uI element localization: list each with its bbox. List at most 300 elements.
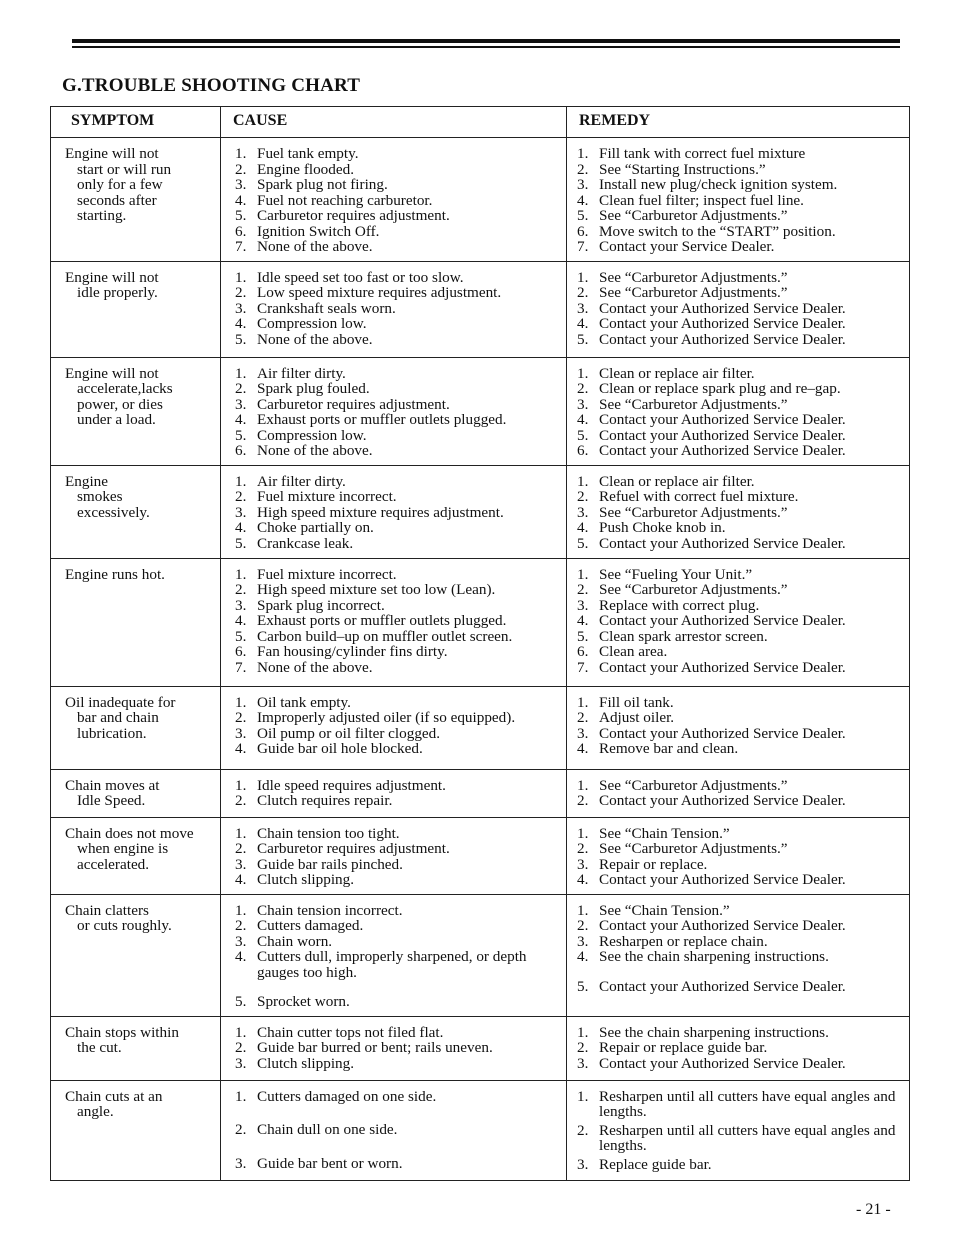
symptom-text: Chain cuts at an angle.: [65, 1087, 163, 1120]
table-row: [51, 465, 910, 558]
remedy-item: [577, 741, 905, 757]
remedy-item: [577, 872, 905, 888]
item-number: 3.: [235, 724, 247, 742]
remedy-item-text: Contact your Authorized Service Dealer.: [599, 658, 846, 676]
symptom-cell: [51, 558, 221, 686]
item-number: 2.: [235, 284, 247, 301]
cause-item: [235, 582, 562, 598]
item-number: 4.: [235, 411, 247, 428]
cause-item-text: Guide bar burred or bent; rails uneven.: [257, 1039, 493, 1056]
remedy-item: [577, 474, 905, 490]
header-symptom: SYMPTOM: [51, 107, 221, 138]
cause-item-text: High speed mixture requires adjustment.: [257, 503, 504, 521]
top-rule-thin: [72, 46, 900, 48]
cause-item-text: Idle speed set too fast or too slow.: [257, 268, 464, 286]
remedy-item-text: Resharpen or replace chain.: [599, 932, 768, 950]
cause-item: [235, 285, 562, 301]
item-number: 4.: [235, 315, 247, 332]
cause-item: [235, 301, 562, 317]
remedy-item-text: Contact your Authorized Service Dealer.: [599, 792, 846, 809]
cause-item-text: Improperly adjusted oiler (if so equipped).: [257, 709, 516, 726]
item-number: 5.: [235, 534, 247, 552]
remedy-item-text: Contact your Authorized Service Dealer.: [599, 917, 846, 934]
item-number: 3.: [235, 299, 247, 317]
item-number: 1.: [235, 472, 247, 490]
cause-item-text: Crankcase leak.: [257, 534, 354, 552]
remedy-item: [577, 629, 905, 645]
item-number: 1.: [577, 145, 589, 162]
header-cause: CAUSE: [221, 107, 567, 138]
item-number: 5.: [577, 534, 589, 552]
cause-item-text: Compression low.: [257, 315, 367, 332]
item-number: 2.: [577, 581, 589, 598]
cause-item-text: Carburetor requires adjustment.: [257, 395, 450, 413]
remedy-item: [577, 536, 905, 552]
cause-item-text: Cutters damaged on one side.: [257, 1087, 437, 1105]
item-number: 7.: [235, 238, 247, 255]
item-number: 4.: [235, 191, 247, 209]
cause-cell: [221, 357, 567, 465]
item-number: 4.: [235, 740, 247, 757]
cause-item-text: Chain cutter tops not filed flat.: [257, 1023, 444, 1041]
item-number: 2.: [577, 284, 589, 301]
remedy-item: [577, 1123, 899, 1154]
remedy-item-text: See “Carburetor Adjustments.”: [599, 503, 788, 521]
item-number: 1.: [577, 472, 589, 490]
remedy-item: [577, 224, 905, 240]
item-number: 1.: [235, 268, 247, 286]
remedy-item-text: Repair or replace guide bar.: [599, 1039, 768, 1056]
remedy-item-text: Replace guide bar.: [599, 1155, 712, 1173]
remedy-item-text: Contact your Service Dealer.: [599, 238, 775, 255]
item-number: 3.: [235, 596, 247, 614]
item-number: 3.: [235, 1054, 247, 1072]
remedy-item: [577, 332, 905, 348]
item-number: 2.: [577, 488, 589, 505]
header-remedy: REMEDY: [567, 107, 910, 138]
remedy-item: [577, 177, 905, 193]
item-number: 6.: [577, 442, 589, 459]
item-number: 1.: [235, 364, 247, 382]
remedy-item-text: See “Carburetor Adjustments.”: [599, 840, 788, 857]
remedy-item: [577, 381, 905, 397]
cause-item-text: Engine flooded.: [257, 160, 355, 178]
cause-item-text: Compression low.: [257, 426, 367, 444]
remedy-item: [577, 301, 905, 317]
remedy-cell: [567, 261, 910, 357]
remedy-cell: [567, 686, 910, 769]
remedy-item-text: Resharpen until all cutters have equal angles and lengths.: [599, 1121, 896, 1154]
item-number: 3.: [577, 724, 589, 742]
symptom-text: Chain does not move when engine is accelerated.: [65, 824, 194, 873]
item-number: 3.: [577, 395, 589, 413]
remedy-item-text: See the chain sharpening instructions.: [599, 1023, 829, 1041]
cause-cell-list: [235, 903, 562, 1010]
remedy-item: [577, 644, 905, 660]
remedy-item: [577, 1056, 905, 1072]
cause-item: [235, 177, 562, 193]
item-number: 2.: [235, 488, 247, 505]
cause-item: [235, 224, 562, 240]
cause-item-text: Fuel tank empty.: [257, 145, 359, 162]
remedy-item-text: Contact your Authorized Service Dealer.: [599, 612, 846, 629]
cause-item: [235, 726, 562, 742]
cause-item-text: None of the above.: [257, 442, 373, 459]
remedy-cell: [567, 465, 910, 558]
remedy-item-text: Contact your Authorized Service Dealer.: [599, 977, 846, 995]
item-number: 3.: [235, 176, 247, 193]
remedy-item: [577, 598, 905, 614]
remedy-item: [577, 208, 905, 224]
remedy-item: [577, 660, 905, 676]
remedy-item: [577, 857, 905, 873]
cause-item: [235, 710, 562, 726]
remedy-item-text: Move switch to the “START” position.: [599, 222, 836, 240]
remedy-item: [577, 489, 905, 505]
cause-item: [235, 208, 562, 224]
cause-item-text: Oil pump or oil filter clogged.: [257, 724, 441, 742]
cause-item: [235, 629, 562, 645]
remedy-item-text: Contact your Authorized Service Dealer.: [599, 871, 846, 888]
cause-item-text: Guide bar oil hole blocked.: [257, 740, 423, 757]
cause-item: [235, 1056, 562, 1072]
cause-cell: [221, 769, 567, 817]
item-number: 4.: [235, 871, 247, 888]
cause-item: [235, 412, 562, 428]
remedy-item: [577, 443, 905, 459]
remedy-item-text: Fill tank with correct fuel mixture: [599, 145, 806, 162]
cause-item-text: Chain tension incorrect.: [257, 901, 403, 919]
cause-item-text: Spark plug fouled.: [257, 380, 370, 397]
cause-item-text: Sprocket worn.: [257, 993, 350, 1010]
remedy-item-text: Repair or replace.: [599, 855, 708, 873]
item-number: 2.: [235, 792, 247, 809]
remedy-item-text: See “Fueling Your Unit.”: [599, 565, 753, 583]
remedy-item-text: See “Carburetor Adjustments.”: [599, 395, 788, 413]
cause-item: [235, 598, 562, 614]
cause-item-text: Chain tension too tight.: [257, 824, 400, 842]
item-number: 4.: [577, 740, 589, 757]
item-number: 4.: [577, 612, 589, 629]
remedy-item: [577, 567, 905, 583]
remedy-cell: [567, 894, 910, 1016]
symptom-text: Chain moves at Idle Speed.: [65, 776, 160, 809]
remedy-item: [577, 903, 905, 919]
item-number: 5.: [235, 330, 247, 348]
cause-item: [235, 695, 562, 711]
item-number: 2.: [235, 581, 247, 598]
item-number: 3.: [577, 176, 589, 193]
item-number: 3.: [577, 503, 589, 521]
remedy-item: [577, 366, 905, 382]
cause-item-text: Chain dull on one side.: [257, 1121, 398, 1138]
item-number: 5.: [235, 426, 247, 444]
item-number: 6.: [235, 442, 247, 459]
remedy-item: [577, 979, 905, 995]
cause-item-text: Choke partially on.: [257, 519, 374, 536]
symptom-cell: [51, 138, 221, 262]
cause-item-text: Idle speed requires adjustment.: [257, 776, 446, 794]
cause-item-text: Exhaust ports or muffler outlets plugged.: [257, 411, 507, 428]
trouble-shooting-table: [50, 106, 910, 1181]
item-number: 7.: [577, 658, 589, 676]
item-number: 2.: [235, 160, 247, 178]
cause-item-text: Clutch slipping.: [257, 871, 355, 888]
item-number: 3.: [577, 299, 589, 317]
item-number: 1.: [235, 776, 247, 794]
remedy-cell-list: [577, 903, 905, 995]
item-number: 5.: [577, 627, 589, 645]
item-number: 4.: [577, 191, 589, 209]
chart-title: G.TROUBLE SHOOTING CHART: [62, 75, 361, 96]
cause-item: [235, 474, 562, 490]
cause-item: [235, 397, 562, 413]
item-number: 3.: [235, 503, 247, 521]
cause-cell: [221, 1016, 567, 1080]
remedy-item-text: Clean area.: [599, 643, 668, 660]
item-number: 1.: [235, 1023, 247, 1041]
cause-item: [235, 366, 562, 382]
item-number: 1.: [235, 565, 247, 583]
item-number: 2.: [235, 709, 247, 726]
item-number: 2.: [577, 160, 589, 178]
item-number: 1.: [577, 565, 589, 583]
remedy-cell-list: [577, 778, 905, 809]
item-number: 1.: [235, 145, 247, 162]
table-header-row: [51, 107, 910, 138]
cause-cell: [221, 138, 567, 262]
item-number: 3.: [235, 395, 247, 413]
cause-cell-list: [235, 146, 562, 255]
remedy-cell-list: [577, 146, 905, 255]
cause-item: [235, 381, 562, 397]
cause-item: [235, 934, 562, 950]
table-body: [51, 138, 910, 1181]
symptom-cell: [51, 894, 221, 1016]
remedy-item: [577, 826, 905, 842]
item-number: 3.: [577, 855, 589, 873]
cause-item-text: Exhaust ports or muffler outlets plugged.: [257, 612, 507, 629]
cause-item-text: Clutch slipping.: [257, 1054, 355, 1072]
remedy-cell-list: [577, 1025, 905, 1072]
remedy-item: [577, 505, 905, 521]
cause-item: [235, 239, 562, 255]
remedy-item: [577, 934, 905, 950]
remedy-item-text: Clean spark arrestor screen.: [599, 627, 768, 645]
remedy-cell: [567, 558, 910, 686]
item-number: 5.: [235, 627, 247, 645]
cause-cell: [221, 894, 567, 1016]
cause-item: [235, 872, 562, 888]
cause-item-text: Carburetor requires adjustment.: [257, 207, 450, 224]
remedy-item-text: Clean or replace air filter.: [599, 364, 755, 382]
cause-item: [235, 793, 562, 809]
cause-item: [235, 332, 562, 348]
remedy-cell: [567, 357, 910, 465]
remedy-item-text: Contact your Authorized Service Dealer.: [599, 315, 846, 332]
remedy-item: [577, 778, 905, 794]
remedy-item: [577, 316, 905, 332]
symptom-text: Engine will not accelerate,lacks power, or dies under a load.: [65, 364, 173, 428]
table-row: [51, 138, 910, 262]
cause-item-text: Air filter dirty.: [257, 364, 346, 382]
remedy-item-text: See “Carburetor Adjustments.”: [599, 284, 788, 301]
remedy-cell: [567, 769, 910, 817]
remedy-item: [577, 1025, 905, 1041]
cause-cell-list: [235, 826, 562, 888]
item-number: 1.: [577, 693, 589, 711]
cause-item-text: Guide bar bent or worn.: [257, 1154, 403, 1172]
remedy-item-text: See “Chain Tension.”: [599, 824, 730, 842]
remedy-item: [577, 695, 905, 711]
symptom-cell: [51, 1080, 221, 1180]
remedy-cell: [567, 1016, 910, 1080]
cause-item-text: None of the above.: [257, 330, 373, 348]
remedy-item-text: Refuel with correct fuel mixture.: [599, 488, 799, 505]
item-number: 4.: [577, 871, 589, 888]
item-number: 1.: [577, 824, 589, 842]
item-number: 1.: [577, 268, 589, 286]
item-number: 2.: [577, 840, 589, 857]
remedy-cell: [567, 138, 910, 262]
remedy-item-text: See “Starting Instructions.”: [599, 160, 766, 178]
item-number: 4.: [577, 411, 589, 428]
remedy-item: [577, 412, 905, 428]
remedy-item: [577, 1157, 905, 1173]
remedy-item-text: Remove bar and clean.: [599, 740, 739, 757]
remedy-cell-list: [577, 1089, 905, 1173]
item-number: 2.: [577, 709, 589, 726]
cause-item-text: Cutters dull, improperly sharpened, or depth gauges too high.: [257, 948, 527, 981]
cause-item-text: Spark plug incorrect.: [257, 596, 385, 614]
remedy-item-text: Clean or replace air filter.: [599, 472, 755, 490]
remedy-item: [577, 520, 905, 536]
item-number: 6.: [235, 222, 247, 240]
remedy-item: [577, 270, 905, 286]
cause-cell-list: [235, 270, 562, 348]
item-number: 1.: [577, 364, 589, 382]
item-number: 1.: [577, 776, 589, 794]
table-row: [51, 769, 910, 817]
item-number: 5.: [577, 330, 589, 348]
item-number: 2.: [577, 792, 589, 809]
symptom-text: Engine runs hot.: [65, 565, 165, 583]
cause-item: [235, 428, 562, 444]
cause-item: [235, 567, 562, 583]
item-number: 2.: [235, 1039, 247, 1056]
item-number: 1.: [577, 1023, 589, 1041]
item-number: 2.: [235, 840, 247, 857]
remedy-item-text: Contact your Authorized Service Dealer.: [599, 299, 846, 317]
cause-item: [235, 270, 562, 286]
cause-item: [235, 162, 562, 178]
cause-item: [235, 741, 562, 757]
item-number: 7.: [235, 658, 247, 676]
remedy-item-text: Adjust oiler.: [599, 709, 675, 726]
cause-item: [235, 146, 562, 162]
item-number: 1.: [577, 1087, 589, 1105]
remedy-item: [577, 918, 905, 934]
cause-cell: [221, 558, 567, 686]
item-number: 3.: [577, 596, 589, 614]
cause-item: [235, 826, 562, 842]
symptom-cell: [51, 261, 221, 357]
symptom-cell: [51, 1016, 221, 1080]
cause-item: [235, 1025, 562, 1041]
remedy-item: [577, 793, 905, 809]
item-number: 3.: [235, 1154, 247, 1172]
cause-cell: [221, 261, 567, 357]
cause-item-text: Chain worn.: [257, 932, 333, 950]
item-number: 2.: [577, 380, 589, 397]
cause-cell: [221, 817, 567, 894]
cause-item-text: Oil tank empty.: [257, 693, 351, 711]
cause-item-text: Low speed mixture requires adjustment.: [257, 284, 502, 301]
item-number: 1.: [235, 824, 247, 842]
item-number: 2.: [235, 917, 247, 934]
item-number: 1.: [577, 901, 589, 919]
item-number: 5.: [577, 207, 589, 224]
symptom-text: Chain stops within the cut.: [65, 1023, 179, 1056]
item-number: 4.: [577, 519, 589, 536]
remedy-item-text: See the chain sharpening instructions.: [599, 948, 829, 965]
cause-item-text: None of the above.: [257, 658, 373, 676]
remedy-item: [577, 162, 905, 178]
item-number: 2.: [577, 917, 589, 934]
cause-item-text: Air filter dirty.: [257, 472, 346, 490]
item-number: 5.: [577, 426, 589, 444]
table-row: [51, 261, 910, 357]
cause-item-text: Fan housing/cylinder fins dirty.: [257, 643, 448, 660]
cause-item: [235, 536, 562, 552]
remedy-item-text: Contact your Authorized Service Dealer.: [599, 330, 846, 348]
symptom-text: Engine will not idle properly.: [65, 268, 159, 301]
item-number: 3.: [577, 1155, 589, 1173]
cause-item-text: Carburetor requires adjustment.: [257, 840, 450, 857]
item-number: 2.: [235, 380, 247, 397]
remedy-item-text: Push Choke knob in.: [599, 519, 726, 536]
item-number: 5.: [235, 207, 247, 224]
table-row: [51, 1016, 910, 1080]
remedy-item-text: Contact your Authorized Service Dealer.: [599, 442, 846, 459]
cause-item-text: Fuel mixture incorrect.: [257, 565, 397, 583]
remedy-cell-list: [577, 567, 905, 676]
remedy-item: [577, 582, 905, 598]
remedy-cell-list: [577, 474, 905, 552]
remedy-item-text: See “Carburetor Adjustments.”: [599, 268, 788, 286]
cause-item: [235, 1122, 562, 1138]
cause-item: [235, 857, 562, 873]
remedy-item-text: See “Chain Tension.”: [599, 901, 730, 919]
remedy-cell: [567, 1080, 910, 1180]
remedy-item-text: See “Carburetor Adjustments.”: [599, 207, 788, 224]
table-row: [51, 558, 910, 686]
remedy-item-text: Contact your Authorized Service Dealer.: [599, 411, 846, 428]
remedy-item: [577, 710, 905, 726]
symptom-text: Chain clatters or cuts roughly.: [65, 901, 172, 934]
remedy-item-text: Contact your Authorized Service Dealer.: [599, 426, 846, 444]
cause-item: [235, 489, 562, 505]
cause-item-text: Carbon build–up on muffler outlet screen.: [257, 627, 513, 645]
item-number: 1.: [235, 693, 247, 711]
remedy-cell: [567, 817, 910, 894]
remedy-item: [577, 726, 905, 742]
item-number: 3.: [235, 932, 247, 950]
cause-item-text: Fuel not reaching carburetor.: [257, 191, 433, 209]
item-number: 2.: [235, 1121, 247, 1138]
table-row: [51, 357, 910, 465]
cause-item-text: Spark plug not firing.: [257, 176, 388, 193]
